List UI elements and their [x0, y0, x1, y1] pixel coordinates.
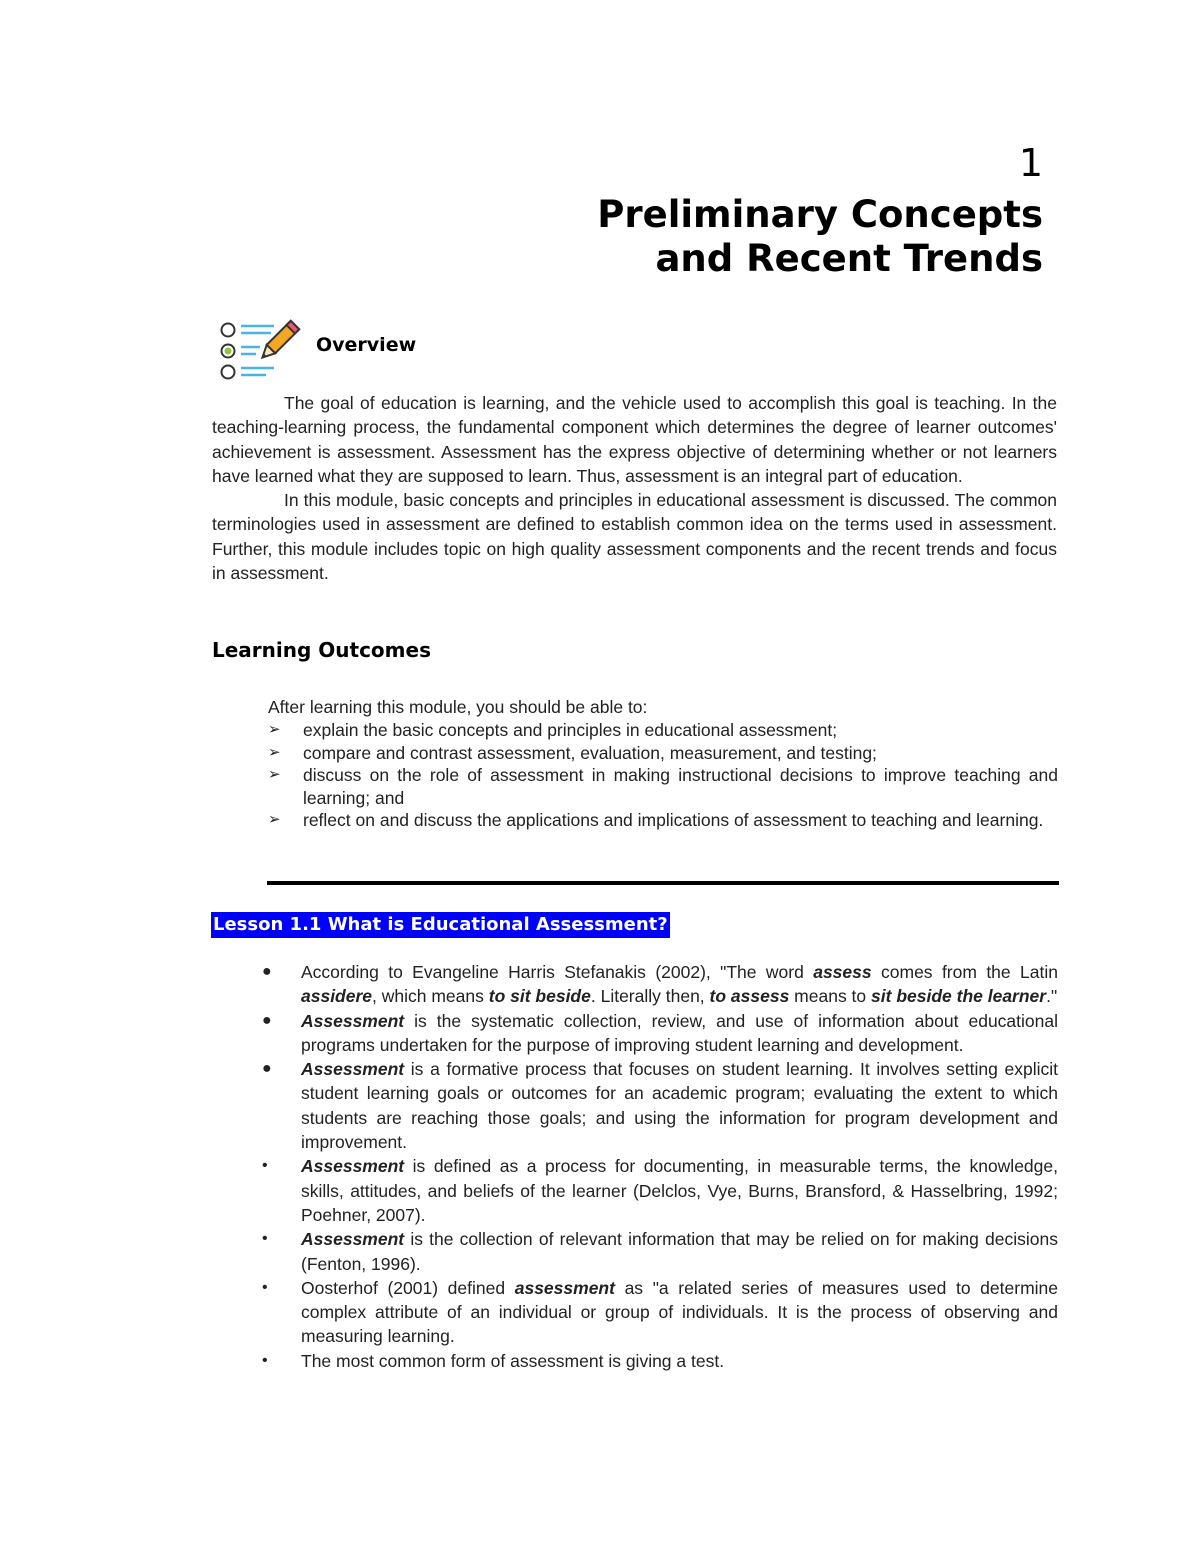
list-item [262, 960, 1058, 1009]
bullet-icon: ● [262, 963, 272, 980]
term: assess [813, 962, 872, 982]
arrow-bullet-icon: ➢ [268, 743, 281, 761]
text-run: Oosterhof (2001) defined [301, 1277, 515, 1298]
term: to assess [709, 986, 790, 1007]
chapter-title [443, 193, 1043, 281]
text-run: is a formative process that focuses on student learning. It involves setting explicit student learning goals or outcomes for an academic program; evaluating the extent to which students are reaching those goals; and using the information for program development and improvement. [301, 1059, 1058, 1153]
bullet-icon: ● [262, 1011, 272, 1029]
list-item [268, 719, 1058, 742]
term: to sit beside [488, 986, 591, 1007]
text-run: as "a related series of measures used to determine complex attribute of an individual or group of individuals. It is the process of observing and measuring learning. [301, 1277, 1058, 1347]
term: Assessment [301, 1229, 405, 1250]
lesson-title: Lesson 1.1 What is Educational Assessment? [211, 912, 670, 938]
list-item [262, 1227, 1058, 1276]
chapter-number: 1 [1018, 141, 1043, 185]
text-run: The most common form of assessment is giving a test. [301, 1350, 725, 1371]
text-run: ." [1046, 986, 1058, 1007]
bullet-icon: • [262, 1351, 268, 1369]
text-run: means to [789, 986, 872, 1007]
overview-body [212, 391, 1057, 585]
overview-paragraph-2: In this module, basic concepts and principles in educational assessment is discussed. The common terminologies used in assessment are defined to establish common idea on the terms used in assessment. Further, this module includes topic on high quality assessment components and the recent trends and focus in assessment. [212, 490, 1057, 584]
bullet-icon: • [262, 1230, 268, 1248]
term: assessment [514, 1277, 615, 1298]
learning-outcomes-heading: Learning Outcomes [212, 638, 431, 662]
term: Assessment [301, 1059, 405, 1080]
term: Assessment [301, 1156, 405, 1177]
bullet-icon: • [262, 1157, 268, 1175]
list-item-text: compare and contrast assessment, evaluation, measurement, and testing; [303, 742, 877, 763]
chapter-title-line-1: Preliminary Concepts [597, 193, 1043, 236]
term: sit beside the learner [871, 986, 1047, 1007]
bullet-icon: • [262, 1278, 268, 1296]
list-item-text: explain the basic concepts and principles in educational assessment; [303, 720, 838, 740]
checklist-pencil-icon [216, 318, 304, 384]
text-run: is the collection of relevant information that may be relied on for making decisions (Fenton, 1996). [301, 1229, 1058, 1274]
list-item [268, 764, 1058, 809]
list-item [262, 1349, 1058, 1373]
list-item-text: discuss on the role of assessment in making instructional decisions to improve teaching and learning; and [303, 765, 1058, 808]
list-item [262, 1009, 1058, 1058]
list-item-text: reflect on and discuss the applications and implications of assessment to teaching and learning. [303, 810, 1044, 830]
definitions-list [262, 960, 1058, 1373]
overview-heading: Overview [316, 334, 417, 356]
text-run: According to Evangeline Harris Stefanakis (2002), "The word [301, 962, 814, 982]
arrow-bullet-icon: ➢ [268, 811, 281, 828]
list-item [262, 1057, 1058, 1154]
text-run: . Literally then, [590, 986, 710, 1007]
chapter-title-line-2: and Recent Trends [655, 237, 1043, 280]
term: assidere [301, 986, 373, 1007]
list-item [268, 742, 1058, 765]
arrow-bullet-icon: ➢ [268, 721, 281, 738]
text-run: is defined as a process for documenting, in measurable terms, the knowledge, skills, attitudes, and beliefs of the learner (Delclos, Vye, Burns, Bransford, & Hasselbring, 1992; Poehner, 2007). [301, 1156, 1058, 1225]
term: Assessment [301, 1010, 405, 1031]
list-item [268, 809, 1058, 832]
list-item [262, 1276, 1058, 1349]
text-run: is the systematic collection, review, and use of information about educational programs undertaken for the purpose of improving student learning and development. [301, 1010, 1058, 1055]
bullet-icon: ● [262, 1060, 272, 1078]
text-run: comes from the Latin [871, 962, 1058, 982]
arrow-bullet-icon: ➢ [268, 766, 281, 783]
text-run: , which means [372, 986, 489, 1007]
learning-outcomes-intro: After learning this module, you should be able to: [268, 697, 648, 717]
learning-outcomes-list [268, 719, 1058, 832]
overview-paragraph-1: The goal of education is learning, and the vehicle used to accomplish this goal is teaching. In the teaching-learning process, the fundamental component which determines the degree of learner outcomes' achievement is assessment. Assessment has the express objective of determining whether or not learners have learned what they are supposed to learn. Thus, assessment is an integral part of education. [212, 393, 1057, 486]
list-item [262, 1154, 1058, 1227]
section-divider [267, 881, 1059, 885]
